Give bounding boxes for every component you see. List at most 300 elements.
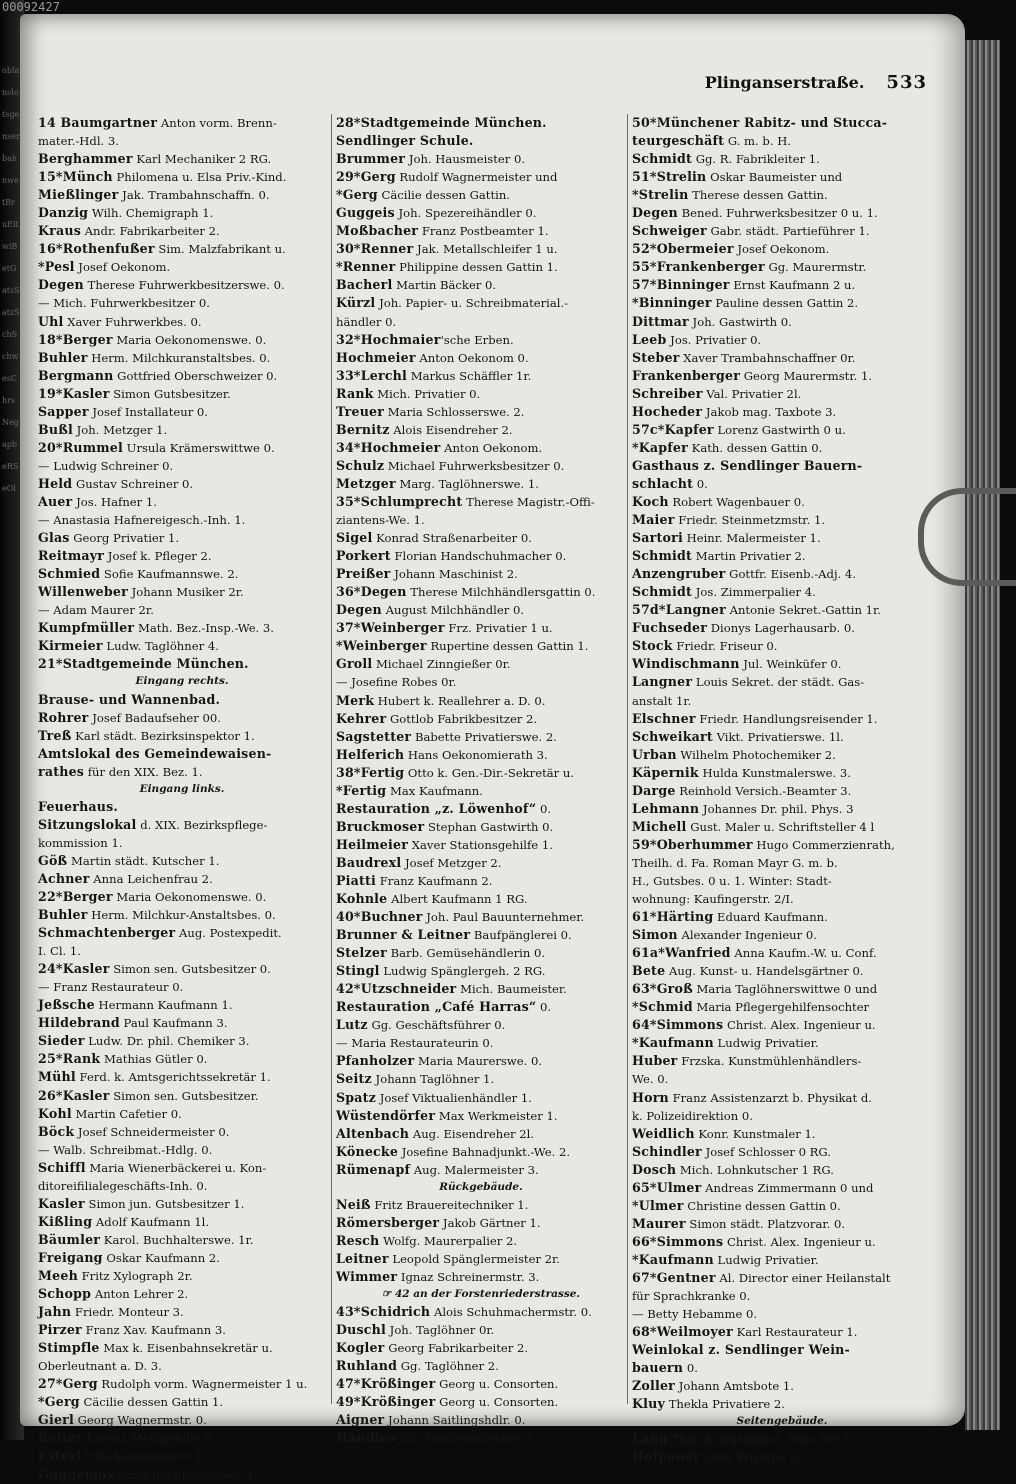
entry-details: Martin Cafetier 0.: [71, 1106, 182, 1121]
directory-entry: [38, 1339, 326, 1357]
directory-entry: [38, 619, 326, 637]
directory-entry: [632, 385, 932, 403]
entry-details: Max Werkmeister 1.: [435, 1108, 558, 1123]
entry-details: Gottfried Oberschweizer 0.: [113, 368, 278, 383]
directory-entry: [38, 691, 326, 709]
entry-name: Bernitz: [336, 421, 390, 437]
entry-details: Anna Leichenfrau 2.: [89, 871, 213, 886]
entry-name: Anzengruber: [632, 566, 726, 582]
entry-name: *Kaufmann: [632, 1251, 714, 1267]
entry-details: Anton Lehrer 2.: [91, 1287, 189, 1302]
entry-details: Ludw. Dr. phil. Chemiker 3.: [84, 1034, 250, 1049]
entry-details: Aug. Eisendreher 2l.: [409, 1126, 535, 1141]
entry-details: Ludwig Privatier.: [713, 1036, 819, 1051]
directory-entry: [38, 331, 326, 349]
directory-entry: [38, 1249, 326, 1267]
entry-details: Antonie Sekret.-Gattin 1r.: [725, 603, 881, 618]
entry-details: Josef Metzger 2.: [401, 855, 502, 870]
entry-details: Georg Maurermstr. 1.: [740, 368, 873, 383]
entry-name: Fuchseder: [632, 620, 708, 636]
entry-name: Rank: [336, 385, 374, 401]
entry-name: Steber: [632, 349, 680, 365]
entry-name: Koch: [632, 493, 669, 509]
entry-name: Frankenberger: [632, 367, 741, 383]
entry-details: Maria Wienerbäckerei u. Kon-: [85, 1160, 267, 1175]
entry-details: Joh. Taglöhner 0r.: [385, 1323, 495, 1338]
entry-name: Schindler: [632, 1143, 702, 1159]
entry-details: Ursula Krämerswittwe 0.: [122, 440, 275, 455]
directory-entry: [38, 942, 326, 960]
entry-name: Moßbacher: [336, 223, 419, 239]
entry-details: Adolf Kaufmann 1l.: [92, 1214, 210, 1229]
entry-name: Gasthaus z. Sendlinger Bauern-: [632, 457, 863, 473]
entry-name: 65*Ulmer: [632, 1179, 702, 1195]
entry-name: Bruckmoser: [336, 818, 425, 834]
entry-details: Joh. Hausmeister 0.: [405, 152, 526, 167]
entry-name: Stimpfle: [38, 1340, 100, 1356]
entry-name: Sartori: [632, 530, 683, 546]
directory-entry: [336, 529, 626, 547]
directory-entry: [38, 763, 326, 781]
directory-entry: [632, 1034, 932, 1052]
entry-details: — Maria Restaurateurin 0.: [336, 1036, 494, 1051]
directory-entry: [336, 1375, 626, 1393]
directory-entry: [38, 1195, 326, 1213]
entry-name: 20*Rummel: [38, 439, 123, 455]
section-heading: Seitengebäude.: [736, 1415, 828, 1428]
directory-entry: [336, 998, 626, 1016]
section-heading: ☞ 42 an der Forstenriederstrasse.: [381, 1288, 581, 1301]
entry-name: Elschner: [632, 710, 696, 726]
entry-details: Josef Oekonom.: [74, 260, 171, 275]
entry-details: — Mich. Fuhrwerkbesitzer 0.: [38, 296, 210, 311]
entry-details: Mich. Lohnkutscher 1 RG.: [676, 1162, 834, 1177]
entry-details: Eduard Kaufmann.: [713, 910, 828, 925]
directory-entry: [336, 168, 626, 186]
entry-details: Rudolph vorm. Wagnermeister 1 u.: [97, 1377, 308, 1392]
directory-entry: [336, 1214, 626, 1232]
entry-details: Gottlob Fabrikbesitzer 2.: [386, 711, 538, 726]
directory-entry: [632, 1341, 932, 1359]
directory-entry: [38, 1087, 326, 1105]
directory-entry: [632, 1197, 932, 1215]
directory-entry: [38, 132, 326, 150]
directory-entry: [38, 186, 326, 204]
entry-name: Amtslokal des Gemeindewaisen-: [38, 745, 272, 761]
directory-entry: [632, 1359, 932, 1377]
entry-name: Hofpauer: [632, 1449, 701, 1465]
directory-entry: [38, 888, 326, 906]
entry-details: Maria Taglöhnerswittwe 0 und: [692, 982, 878, 997]
directory-entry: [38, 1411, 326, 1429]
entry-name: Lutz: [336, 1017, 368, 1033]
directory-entry: [38, 1303, 326, 1321]
entry-name: Böck: [38, 1123, 75, 1139]
entry-name: Schweikart: [632, 728, 713, 744]
entry-name: Buhler: [38, 907, 88, 923]
entry-details: We. 0.: [632, 1072, 669, 1087]
entry-name: Buhler: [38, 349, 88, 365]
entry-name: Kumpfmüller: [38, 620, 135, 636]
entry-name: *Pesl: [38, 259, 75, 275]
entry-name: Hildebrand: [38, 1015, 120, 1031]
entry-details: Hubert k. Reallehrer a. D. 0.: [374, 693, 546, 708]
directory-entry: [336, 1070, 626, 1088]
directory-entry: [38, 906, 326, 924]
entry-name: 59*Oberhummer: [632, 836, 753, 852]
directory-entry: [38, 798, 326, 816]
directory-entry: [632, 872, 932, 890]
entry-details: Karol. Buchhalterswe. 1r.: [100, 1232, 254, 1247]
entry-name: Schweiger: [632, 223, 707, 239]
entry-details: Aug. Kunst- u. Handelsgärtner 0.: [665, 964, 864, 979]
entry-name: 57c*Kapfer: [632, 421, 714, 437]
directory-entry: [336, 1321, 626, 1339]
directory-entry: [336, 331, 626, 349]
entry-name: Könecke: [336, 1143, 399, 1159]
directory-entry: [336, 1303, 626, 1321]
directory-entry: [38, 168, 326, 186]
entry-name: 61*Härting: [632, 909, 714, 925]
entry-name: Dosch: [632, 1161, 677, 1177]
entry-details: Gustav Schreiner 0.: [72, 476, 194, 491]
directory-entry: [336, 1089, 626, 1107]
directory-entry: [336, 313, 626, 331]
entry-details: Dionys Lagerhausarb. 0.: [707, 621, 855, 636]
entry-name: 16*Rothenfußer: [38, 241, 155, 257]
entry-details: Lorenz Metzgehilfe 0.: [82, 1431, 216, 1446]
entry-details: Maria Maurerswe. 0.: [414, 1054, 543, 1069]
column-divider: [331, 114, 332, 1404]
paper-clip: [918, 488, 1016, 586]
directory-entry: [632, 1161, 932, 1179]
entry-name: 63*Groß: [632, 981, 693, 997]
entry-details: Lorenz Gastwirth 0 u.: [713, 422, 846, 437]
entry-name: Kogler: [336, 1340, 385, 1356]
entry-details: Franz Assistenzarzt b. Physikat d.: [668, 1090, 872, 1105]
directory-entry: [38, 529, 326, 547]
entry-details: 0.: [683, 1361, 698, 1376]
directory-entry: [632, 421, 932, 439]
entry-name: Mühl: [38, 1069, 76, 1085]
directory-entry: [632, 276, 932, 294]
entry-details: Jul. Weinküfer 0.: [739, 657, 842, 672]
directory-entry: [38, 367, 326, 385]
entry-name: Weinlokal z. Sendlinger Wein-: [632, 1342, 850, 1358]
column-divider: [627, 114, 628, 1404]
directory-entry: [38, 565, 326, 583]
directory-entry: [38, 1177, 326, 1195]
directory-entry: [38, 1285, 326, 1303]
directory-entry: [632, 998, 932, 1016]
directory-entry: [38, 1393, 326, 1411]
entry-name: Danzig: [38, 205, 89, 221]
directory-entry: [38, 1014, 326, 1032]
entry-name: Sagstetter: [336, 728, 412, 744]
entry-name: *Fertig: [336, 782, 387, 798]
entry-details: Ther. Kriegsminist.-Sekr.-We. 0.: [667, 1432, 857, 1447]
directory-entry: [632, 349, 932, 367]
directory-entry: [38, 475, 326, 493]
entry-details: Philomena u. Elsa Priv.-Kind.: [112, 170, 287, 185]
directory-entry: [632, 1323, 932, 1341]
directory-entry: [38, 834, 326, 852]
entry-details: Ignaz Schreinermstr. 3.: [397, 1270, 540, 1284]
entry-name: Schmidt: [632, 584, 693, 600]
directory-entry: [632, 583, 932, 601]
directory-entry: [336, 854, 626, 872]
entry-details: — Ludwig Schreiner 0.: [38, 458, 174, 473]
directory-entry: [336, 1034, 626, 1052]
entry-details: Franz Xav. Kaufmann 3.: [81, 1323, 226, 1338]
directory-entry: [632, 457, 932, 475]
entry-name: 68*Weilmoyer: [632, 1324, 733, 1340]
entry-details: Kath. dessen Gattin 0.: [687, 440, 823, 455]
entry-name: Groll: [336, 656, 373, 672]
entry-details: Josef Schneidermeister 0.: [74, 1124, 230, 1139]
entry-name: Aigner: [336, 1412, 385, 1428]
entry-name: Schmachtenberger: [38, 925, 176, 941]
directory-entry: [632, 1215, 932, 1233]
entry-name: Altenbach: [336, 1125, 410, 1141]
entry-details: Martin Privatier 2.: [692, 549, 806, 564]
entry-name: Kluy: [632, 1396, 666, 1412]
entry-name: 47*Krößinger: [336, 1376, 436, 1392]
directory-entry: [632, 1395, 932, 1413]
section-heading: Rückgebäude.: [439, 1180, 523, 1193]
entry-details: — Franz Restaurateur 0.: [38, 980, 184, 995]
directory-entry: [632, 1233, 932, 1251]
directory-entry: [632, 186, 932, 204]
directory-entry: [336, 114, 626, 132]
entry-name: Lang: [632, 1431, 668, 1447]
entry-details: Martin Bäcker 0.: [392, 278, 497, 293]
entry-name: *Gerg: [38, 1394, 80, 1410]
entry-details: — Anastasia Hafnereigesch.-Inh. 1.: [38, 513, 246, 528]
entry-name: Bußl: [38, 421, 73, 437]
entry-details: Vikt. Privatierswe. 1l.: [712, 729, 844, 744]
entry-details: Karl städt. Bezirksinspektor 1.: [71, 728, 255, 743]
entry-details: Hermann Kaufmann 1.: [94, 998, 233, 1013]
entry-name: Willenweber: [38, 584, 128, 600]
entry-details: Florian Handschuhmacher 0.: [390, 549, 567, 564]
directory-entry: [632, 800, 932, 818]
entry-details: kommission 1.: [38, 835, 123, 850]
entry-name: 32*Hochmaier: [336, 331, 441, 347]
entry-name: Duschl: [336, 1322, 386, 1338]
entry-details: Anton vorm. Brenn-: [157, 116, 277, 130]
entry-name: Horn: [632, 1089, 669, 1105]
directory-entry: [632, 1089, 932, 1107]
entry-name: Spatz: [336, 1089, 377, 1105]
entry-name: 42*Utzschneider: [336, 981, 457, 997]
directory-entry: [632, 764, 932, 782]
entry-details: wohnung: Kaufingerstr. 2/I.: [632, 892, 794, 907]
entry-details: Fritz Xylograph 2r.: [77, 1269, 193, 1283]
entry-details: ditoreifilialegeschäfts-Inh. 0.: [38, 1178, 208, 1193]
directory-entry: [632, 1305, 932, 1323]
entry-details: Christine dessen Gattin 0.: [683, 1198, 841, 1213]
entry-name: Meeh: [38, 1268, 78, 1283]
directory-entry: [632, 547, 932, 565]
entry-details: d. XIX. Bezirkspflege-: [136, 817, 268, 832]
directory-entry: [632, 529, 932, 547]
entry-details: Maria Oekonomenswe. 0.: [112, 332, 267, 347]
directory-entry: [632, 818, 932, 836]
entry-name: Piatti: [336, 872, 377, 888]
entry-details: Ludwig Spänglergeh. 2 RG.: [379, 964, 546, 979]
entry-details: Jos. Zimmerpalier 4.: [692, 585, 816, 600]
entry-details: Mich. Privatier 0.: [373, 386, 481, 401]
directory-entry: [336, 692, 626, 710]
directory-entry: [632, 511, 932, 529]
directory-entry: [632, 313, 932, 331]
entry-details: Joh. Grubenaufseher 2.: [395, 1431, 536, 1446]
entry-name: 26*Kasler: [38, 1087, 110, 1103]
entry-details: händler 0.: [336, 314, 397, 329]
address-column-3: [632, 114, 932, 1467]
entry-details: Frzska. Kunstmühlenhändlers-: [677, 1054, 862, 1069]
directory-entry: [336, 710, 626, 728]
entry-name: Schmidt: [632, 548, 693, 564]
entry-details: für Sprachkranke 0.: [632, 1289, 751, 1304]
entry-name: Windischmann: [632, 656, 740, 672]
entry-name: Kürzl: [336, 295, 376, 311]
entry-details: Cäcilie dessen Gattin.: [377, 188, 510, 203]
entry-name: Leitner: [336, 1250, 389, 1266]
entry-name: Bacherl: [336, 277, 393, 293]
directory-entry: [632, 1179, 932, 1197]
entry-details: Stephan Gastwirth 0.: [424, 819, 554, 834]
entry-details: Bened. Fuhrwerksbesitzer 0 u. 1.: [677, 206, 878, 221]
directory-entry: [38, 1231, 326, 1249]
directory-entry: [38, 511, 326, 529]
directory-entry: [336, 493, 626, 511]
directory-entry: [38, 745, 326, 763]
entry-details: 'sche Erben.: [440, 332, 514, 347]
address-column-2: [336, 114, 626, 1447]
directory-entry: [336, 673, 626, 691]
entry-name: 19*Kasler: [38, 385, 110, 401]
entry-name: Stelzer: [336, 945, 387, 961]
directory-entry: [336, 367, 626, 385]
entry-name: Brummer: [336, 151, 406, 167]
directory-entry: [336, 475, 626, 493]
entry-name: Weidlich: [632, 1125, 695, 1141]
entry-details: Josef Schlosser 0 RG.: [701, 1144, 831, 1159]
entry-name: Guggeis: [336, 205, 395, 221]
entry-name: Heilmeier: [336, 836, 409, 852]
entry-details: Jak. Trambahnschaffn. 0.: [118, 188, 270, 203]
directory-entry: [336, 980, 626, 998]
entry-name: Käpernik: [632, 764, 699, 780]
entry-name: Treuer: [336, 403, 385, 419]
directory-entry: [632, 1287, 932, 1305]
directory-entry: [336, 385, 626, 403]
entry-name: Sapper: [38, 403, 89, 419]
directory-entry: [336, 511, 626, 529]
directory-entry: [336, 872, 626, 890]
entry-name: 29*Gerg: [336, 169, 396, 185]
directory-entry: [38, 493, 326, 511]
entry-name: Berghammer: [38, 151, 133, 167]
entry-details: Ludw. Taglöhner 4.: [102, 639, 219, 654]
street-heading: Plinganserstraße.: [704, 73, 865, 92]
entry-name: Bergmann: [38, 367, 114, 383]
directory-entry: [632, 258, 932, 276]
entry-name: 55*Frankenberger: [632, 259, 765, 275]
directory-entry: [336, 1250, 626, 1268]
entry-details: Babette Privatierswe. 2.: [411, 729, 557, 744]
directory-entry: [632, 168, 932, 186]
entry-name: 67*Gentner: [632, 1270, 716, 1285]
entry-name: Glas: [38, 530, 70, 546]
directory-entry: [632, 1016, 932, 1034]
entry-details: Friedr. Friseur 0.: [672, 639, 778, 654]
entry-details: Mich. Baumeister.: [456, 982, 567, 997]
entry-name: *Schmid: [632, 999, 693, 1015]
directory-entry: [632, 1107, 932, 1125]
entry-details: Aug. Malermeister 3.: [410, 1162, 539, 1177]
entry-details: Fritz Brauereitechniker 1.: [370, 1197, 529, 1212]
entry-name: 14 Baumgartner: [38, 115, 158, 130]
entry-name: Degen: [632, 205, 678, 221]
directory-entry: [336, 421, 626, 439]
directory-entry: [336, 944, 626, 962]
entry-details: Anton Oekonom.: [440, 440, 543, 455]
directory-entry: [632, 655, 932, 673]
entry-details: Georg u. Consorten.: [435, 1395, 559, 1410]
entry-name: 35*Schlumprecht: [336, 493, 463, 509]
entry-details: Joh. Metzger 1.: [72, 422, 168, 437]
entry-details: Johann Taglöhner 1.: [371, 1072, 495, 1087]
directory-entry: [632, 150, 932, 168]
entry-name: 18*Berger: [38, 331, 113, 347]
directory-entry: [632, 367, 932, 385]
directory-entry: [336, 1125, 626, 1143]
entry-details: Josef Viktualienhändler 1.: [376, 1090, 532, 1105]
entry-name: 30*Renner: [336, 241, 414, 257]
directory-entry: [336, 818, 626, 836]
directory-entry: [632, 601, 932, 619]
directory-entry: [632, 565, 932, 583]
directory-entry: [336, 1393, 626, 1411]
entry-name: Langner: [632, 674, 693, 690]
entry-name: 21*Stadtgemeinde München.: [38, 656, 249, 672]
entry-details: Josefine Bahnadjunkt.-We. 2.: [398, 1144, 571, 1159]
entry-name: Bete: [632, 963, 666, 979]
directory-entry: [632, 836, 932, 854]
directory-entry: [336, 222, 626, 240]
directory-entry: [336, 962, 626, 980]
directory-entry: [38, 870, 326, 888]
entry-name: schlacht: [632, 475, 694, 491]
directory-entry: [38, 439, 326, 457]
directory-entry: [336, 276, 626, 294]
entry-name: 15*Münch: [38, 169, 113, 185]
directory-entry: [336, 637, 626, 655]
entry-details: Gabr. städt. Partieführer 1.: [706, 224, 870, 239]
entry-name: Mießlinger: [38, 187, 119, 203]
entry-details: Markus Schäffler 1r.: [407, 368, 532, 383]
entry-details: Baufpänglerei 0.: [470, 928, 572, 943]
directory-entry: [632, 637, 932, 655]
entry-name: *Binninger: [632, 295, 712, 311]
entry-name: *Kapfer: [632, 439, 688, 455]
entry-name: 51*Strelin: [632, 169, 707, 185]
directory-entry: [38, 1050, 326, 1068]
entry-name: Schreiber: [632, 385, 703, 401]
